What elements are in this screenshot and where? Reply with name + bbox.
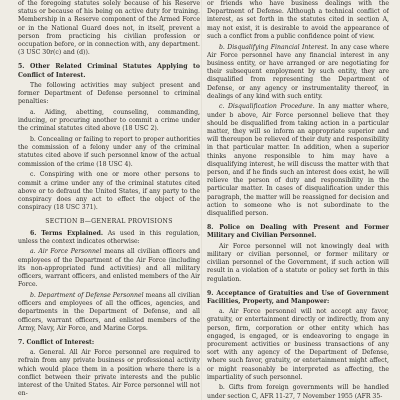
section-6a-term: a. Air Force Personnel — [30, 248, 102, 256]
section-6b-body: means all civilian officers and employees of all the offices, agencies, and departments in the Department of Defense, and all officers, warrant officers, and enlisted members of the Army, Navy, Air Force, and Marine Corps. — [18, 292, 200, 332]
section-7b-term: b. Disqualifying Financial Interest. — [219, 43, 329, 51]
continued-paragraph: of the foregoing statutes solely because of his Reserve status or because of his being on active duty for training. Membership in a Reserve component of the Armed Force or in the National Guard does not, in itself, prevent a person from practicing his civilian profession or occupation before, or in connection with, any department. (3 USC 30r(c) and (d)). — [18, 0, 200, 57]
section-6 — [18, 230, 200, 246]
section-6-run-in: 6. Terms Explained. — [30, 229, 104, 237]
section-b-heading: SECTION B—GENERAL PROVISIONS — [45, 218, 173, 226]
section-7c-term: c. Disqualification Procedure. — [219, 103, 315, 111]
section-6a — [18, 248, 200, 289]
section-9b: b. Gifts from foreign governments will be handled under section C, AFR 11-27, 7 November 1955 (AFR 35- — [207, 384, 389, 400]
right-column — [207, 0, 389, 400]
section-5-intro: The following activities may subject present and former Department of Defense personnel to criminal penalties: — [18, 81, 200, 106]
section-5b: b. Concealing or failing to report to proper authorities the commission of a felony under any of the criminal statutes cited above if such personnel know of the actual commission of the crime (18 USC 4). — [18, 136, 200, 168]
section-7b-body: In any case where Air Force personnel have any financial interest in any business entity, or have arranged or are negotiating for their subsequent employment by such entity, they are disqualified from representing the Department of Defense, or any agency or instrumentality thereof, in dealings of any kind with such entity. — [207, 43, 389, 100]
section-6b-term: b. Department of Defense Personnel — [30, 292, 144, 299]
section-6a-body: means all civilian officers and employees of the Department of the Air Force (including its non-appropriated fund activities) and all military officers, warrant officers, and enlisted members of the Air Force. — [18, 248, 200, 289]
section-5a: a. Aiding, abetting, counseling, commanding, inducing, or procuring another to commit a crime under the criminal statutes cited above (18 USC 2). — [18, 108, 200, 133]
left-column — [18, 0, 200, 400]
section-5-heading: 5. Other Related Criminal Statutes Applying to Conflict of Interest. — [18, 63, 200, 79]
section-5c: c. Conspiring with one or more other persons to commit a crime under any of the criminal statutes cited above or to defraud the United States, if any party to the conspiracy does any act to effect the object of the conspiracy (18 USC 371). — [18, 171, 200, 212]
section-7a: a. General. All Air Force personnel are required to refrain from any private business or professional activity which would place them in a position where there is a conflict between their private interests and the public interest of the United States. Air Force personnel will not en- — [18, 349, 200, 398]
section-6-body: As used in this regulation, unless the context indicates otherwise: — [18, 229, 200, 245]
section-9a: a. Air Force personnel will not accept any favor, gratuity, or entertainment directly or indirectly, from any person, firm, corporation or other entity which has engaged, is engaged, or is endeavoring to engage in procurement activities or business transactions of any sort with any agency of the Department of Defense, where such favor, gratuity, or entertainment might affect, or might reasonably be interpreted as affecting, the impartiality of such personnel. — [207, 308, 389, 381]
section-8-heading: 8. Police on Dealing with Present and Former Military and Civilian Personnel. — [207, 224, 389, 240]
section-7c — [207, 103, 389, 218]
section-9-heading: 9. Acceptance of Gratuities and Use of Government Facilities, Property, and Manpower: — [207, 289, 389, 305]
continued-paragraph-right: or friends who have business dealings with the Department of Defense. Although a technical conflict of interest, as set forth in the statutes cited in section A, may not exist, it is desirable to avoid the appearance of such a conflict from a public confidence point of view. — [207, 0, 389, 40]
section-7c-body: In any matter where, under b above, Air Force personnel believe that they should be disqualified from taking action in a particular matter, they will so inform an appropriate superior and will thereupon be relieved of their duty and responsibility in that particular matter. In addition, when a superior thinks anyone responsible to him may have a disqualifying interest, he will discuss the matter with that person, and if he finds such an interest does exist, he will relieve the person of duty and responsibility in the particular matter. In cases of disqualification under this paragraph, the matter will be reassigned for decision and action to someone who is not subordinate to the disqualified person. — [207, 103, 389, 218]
section-6b — [18, 292, 200, 333]
column-gutter — [201, 0, 202, 400]
section-7-heading: 7. Conflict of Interest: — [18, 339, 95, 347]
section-8-body: Air Force personnel will not knowingly deal with military or civilian personnel, or former military or civilian personnel of the Government, if such action will result in a violation of a statute or policy set forth in this regulation. — [207, 242, 389, 283]
section-7b — [207, 44, 389, 101]
